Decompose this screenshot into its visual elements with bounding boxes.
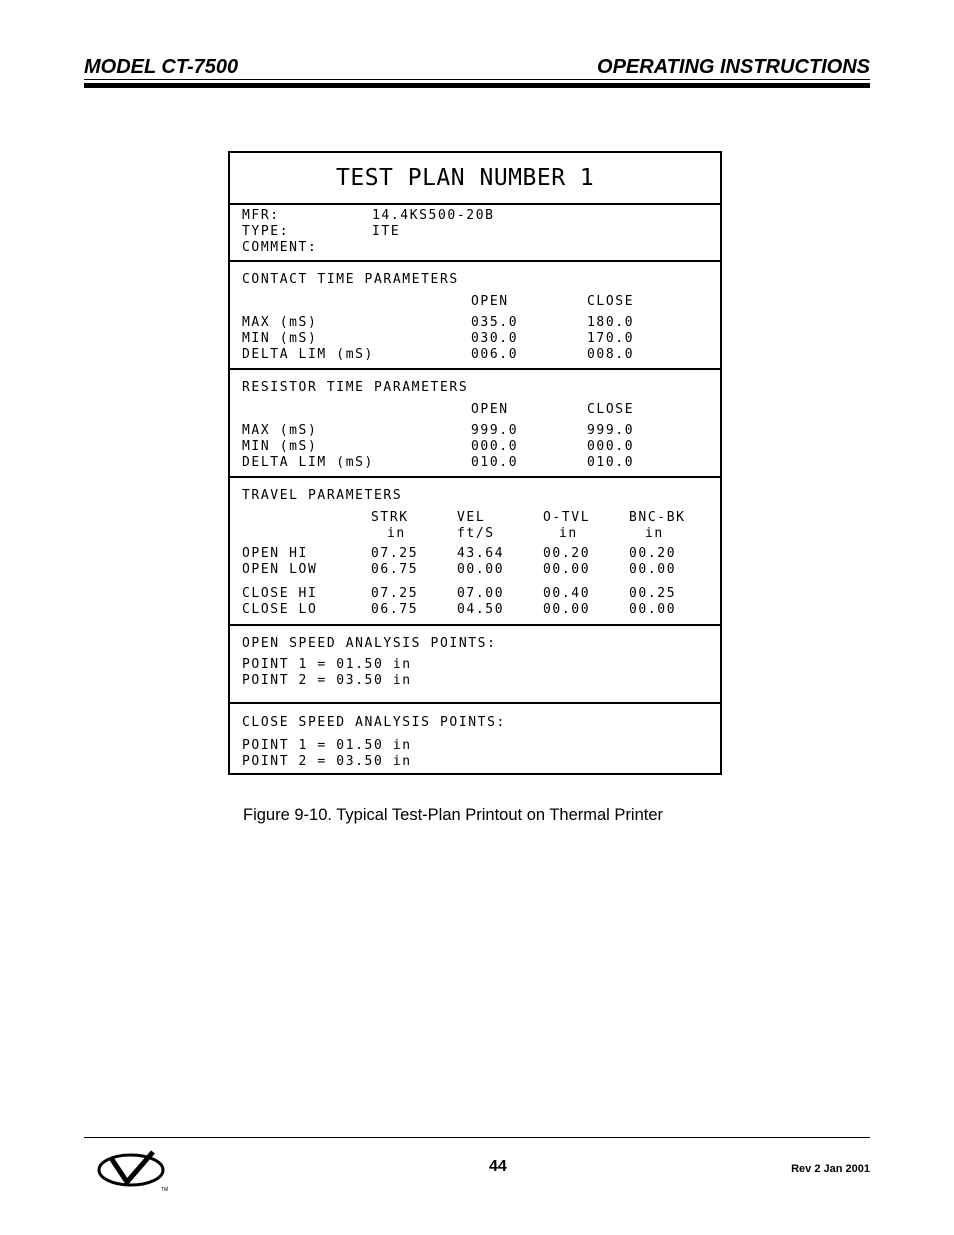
travel-col-unit: ft/S xyxy=(457,526,495,541)
travel-row-value: 07.25 xyxy=(371,586,419,601)
resistor-row-close: 999.0 xyxy=(587,423,635,438)
header-model: MODEL CT-7500 xyxy=(84,56,239,78)
travel-row-value: 06.75 xyxy=(371,602,419,617)
travel-row-value: 07.25 xyxy=(371,546,419,561)
type-value: ITE xyxy=(372,224,401,239)
travel-row-label: CLOSE HI xyxy=(242,586,318,601)
travel-row-value: 00.00 xyxy=(543,562,591,577)
type-label: TYPE: xyxy=(242,224,290,239)
contact-row-close: 008.0 xyxy=(587,347,635,362)
resistor-row-label: MAX (mS) xyxy=(242,423,318,438)
travel-row-value: 00.40 xyxy=(543,586,591,601)
contact-row-close: 170.0 xyxy=(587,331,635,346)
open-speed-section xyxy=(230,626,720,704)
header-rule-thick xyxy=(84,83,870,88)
travel-parameters-section xyxy=(230,478,720,626)
contact-row-open: 030.0 xyxy=(471,331,519,346)
close-speed-heading: CLOSE SPEED ANALYSIS POINTS: xyxy=(242,715,506,730)
travel-col-unit: in xyxy=(387,526,406,541)
open-speed-point: POINT 2 = 03.50 in xyxy=(242,673,412,688)
travel-col-name: BNC-BK xyxy=(629,510,686,525)
travel-row-value: 00.00 xyxy=(629,562,677,577)
travel-col-name: VEL xyxy=(457,510,486,525)
printout-title: TEST PLAN NUMBER 1 xyxy=(336,165,595,191)
resistor-row-close: 010.0 xyxy=(587,455,635,470)
contact-row-label: MIN (mS) xyxy=(242,331,318,346)
comment-label: COMMENT: xyxy=(242,240,318,255)
contact-row-open: 006.0 xyxy=(471,347,519,362)
travel-row-value: 06.75 xyxy=(371,562,419,577)
revision-date: Rev 2 Jan 2001 xyxy=(791,1163,870,1175)
travel-row-value: 00.00 xyxy=(457,562,505,577)
header-section-title: OPERATING INSTRUCTIONS xyxy=(597,56,870,78)
info-section xyxy=(230,205,720,262)
resistor-row-label: MIN (mS) xyxy=(242,439,318,454)
travel-row-value: 00.20 xyxy=(629,546,677,561)
printout-title-section xyxy=(230,153,720,205)
travel-heading: TRAVEL PARAMETERS xyxy=(242,488,403,503)
resistor-col-open: OPEN xyxy=(471,402,509,417)
resistor-row-open: 010.0 xyxy=(471,455,519,470)
header-rule-thin xyxy=(84,79,870,80)
contact-time-section xyxy=(230,262,720,370)
travel-row-value: 00.00 xyxy=(543,602,591,617)
resistor-row-label: DELTA LIM (mS) xyxy=(242,455,374,470)
close-speed-point: POINT 1 = 01.50 in xyxy=(242,738,412,753)
contact-row-open: 035.0 xyxy=(471,315,519,330)
resistor-row-open: 999.0 xyxy=(471,423,519,438)
company-logo-icon xyxy=(97,1150,173,1192)
contact-row-label: MAX (mS) xyxy=(242,315,318,330)
open-speed-point: POINT 1 = 01.50 in xyxy=(242,657,412,672)
thermal-printout xyxy=(228,151,722,775)
mfr-label: MFR: xyxy=(242,208,280,223)
travel-col-unit: in xyxy=(645,526,664,541)
contact-col-open: OPEN xyxy=(471,294,509,309)
mfr-value: 14.4KS500-20B xyxy=(372,208,495,223)
contact-heading: CONTACT TIME PARAMETERS xyxy=(242,272,459,287)
travel-row-label: OPEN LOW xyxy=(242,562,318,577)
resistor-col-close: CLOSE xyxy=(587,402,635,417)
close-speed-point: POINT 2 = 03.50 in xyxy=(242,754,412,769)
travel-row-label: CLOSE LO xyxy=(242,602,318,617)
travel-row-value: 04.50 xyxy=(457,602,505,617)
contact-row-close: 180.0 xyxy=(587,315,635,330)
contact-row-label: DELTA LIM (mS) xyxy=(242,347,374,362)
travel-row-value: 07.00 xyxy=(457,586,505,601)
resistor-row-close: 000.0 xyxy=(587,439,635,454)
close-speed-section xyxy=(230,704,720,775)
travel-row-value: 00.25 xyxy=(629,586,677,601)
travel-col-name: STRK xyxy=(371,510,409,525)
contact-col-close: CLOSE xyxy=(587,294,635,309)
travel-row-label: OPEN HI xyxy=(242,546,308,561)
travel-row-value: 00.00 xyxy=(629,602,677,617)
footer-rule xyxy=(84,1137,870,1138)
travel-row-value: 00.20 xyxy=(543,546,591,561)
trademark-mark: TM xyxy=(161,1187,169,1192)
travel-col-unit: in xyxy=(559,526,578,541)
page-number: 44 xyxy=(489,1158,507,1175)
resistor-row-open: 000.0 xyxy=(471,439,519,454)
open-speed-heading: OPEN SPEED ANALYSIS POINTS: xyxy=(242,636,497,651)
resistor-heading: RESISTOR TIME PARAMETERS xyxy=(242,380,469,395)
figure-caption: Figure 9-10. Typical Test-Plan Printout on Thermal Printer xyxy=(243,806,664,824)
travel-row-value: 43.64 xyxy=(457,546,505,561)
resistor-time-section xyxy=(230,370,720,478)
travel-col-name: O-TVL xyxy=(543,510,591,525)
